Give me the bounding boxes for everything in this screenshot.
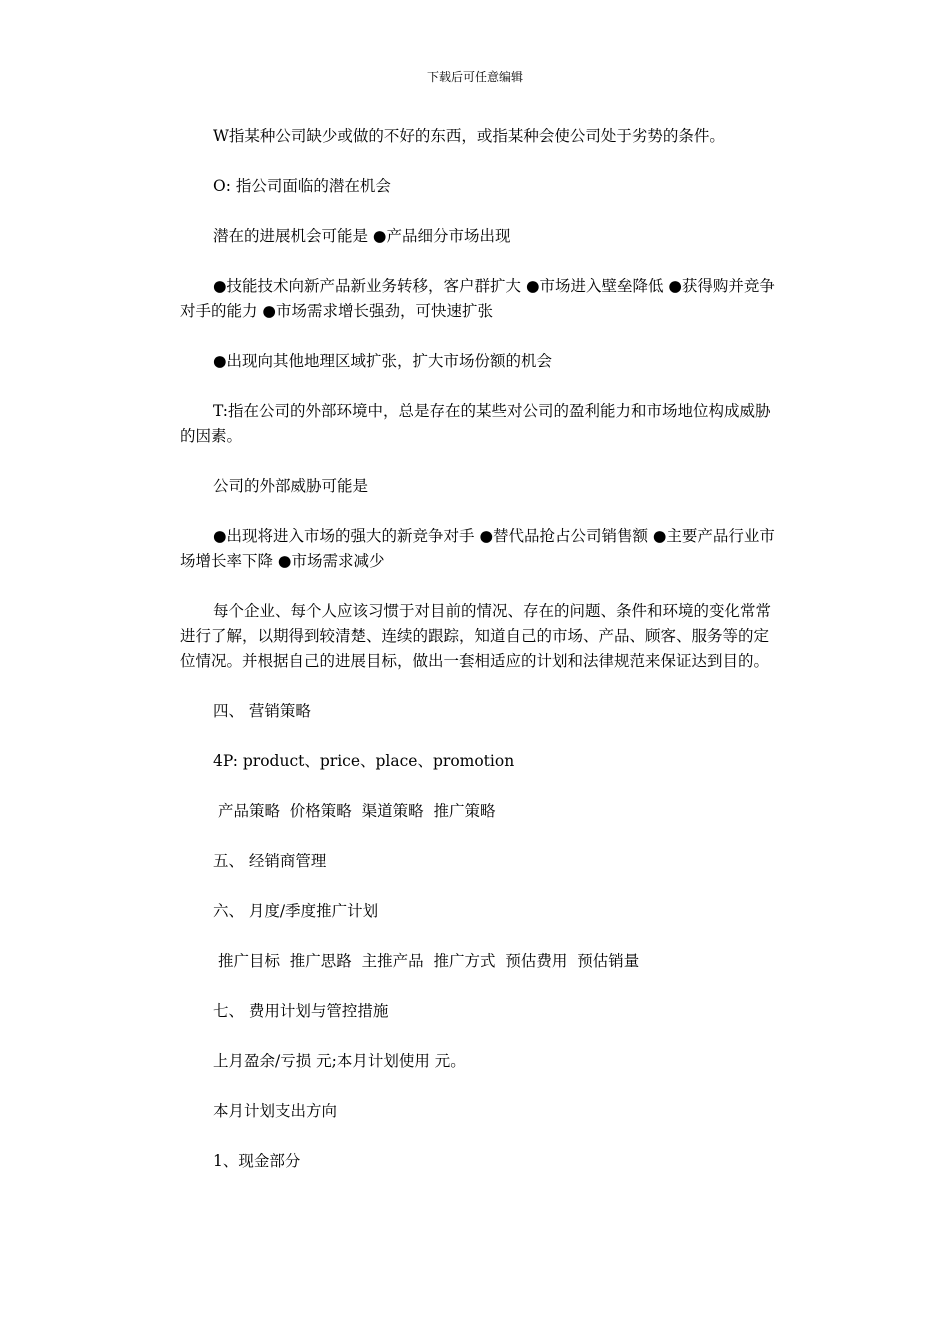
promotion-items: 推广目标 推广思路 主推产品 推广方式 预估费用 预估销量 xyxy=(213,952,640,970)
threat-definition: T:指在公司的外部环境中，总是存在的某些对公司的盈利能力和市场地位构成威胁的因素。 xyxy=(180,402,771,445)
document-body xyxy=(180,124,780,1199)
threat-list: ●出现将进入市场的强大的新竞争对手 ●替代品抢占公司销售额 ●主要产品行业市场增长率下降 ●市场需求减少 xyxy=(180,527,775,570)
section-promotion-plan: 六、 月度/季度推广计划 xyxy=(213,902,379,920)
page-header: 下载后可任意编辑 xyxy=(426,70,523,84)
weakness-definition: W指某种公司缺少或做的不好的东西，或指某种会使公司处于劣势的条件。 xyxy=(213,127,725,145)
section-distributor-management: 五、 经销商管理 xyxy=(213,852,327,870)
opportunity-heading: O: 指公司面临的潜在机会 xyxy=(213,177,391,195)
analysis-paragraph: 每个企业、每个人应该习惯于对目前的情况、存在的问题、条件和环境的变化常常进行了解，以期得到较清楚、连续的跟踪，知道自己的市场、产品、顾客、服务等的定位情况。并根据自己的进展目标，做出一套相适应的计划和法律规范来保证达到目的。 xyxy=(180,602,772,670)
cash-section: 1、现金部分 xyxy=(213,1152,301,1170)
spending-direction: 本月计划支出方向 xyxy=(213,1102,338,1120)
budget-line: 上月盈余/亏损 元;本月计划使用 元。 xyxy=(213,1052,466,1070)
section-cost-plan: 七、 费用计划与管控措施 xyxy=(213,1002,389,1020)
opportunity-list-2: ●出现向其他地理区域扩张，扩大市场份额的机会 xyxy=(213,352,553,370)
strategy-items: 产品策略 价格策略 渠道策略 推广策略 xyxy=(213,802,496,820)
four-p-line: 4P: product、price、place、promotion xyxy=(213,752,515,770)
section-marketing-strategy: 四、 营销策略 xyxy=(213,702,311,720)
opportunity-intro: 潜在的进展机会可能是 ●产品细分市场出现 xyxy=(213,227,511,245)
opportunity-list: ●技能技术向新产品新业务转移，客户群扩大 ●市场进入壁垒降低 ●获得购并竞争对手的能力 ●市场需求增长强劲，可快速扩张 xyxy=(180,277,775,320)
threat-intro: 公司的外部威胁可能是 xyxy=(213,477,369,495)
